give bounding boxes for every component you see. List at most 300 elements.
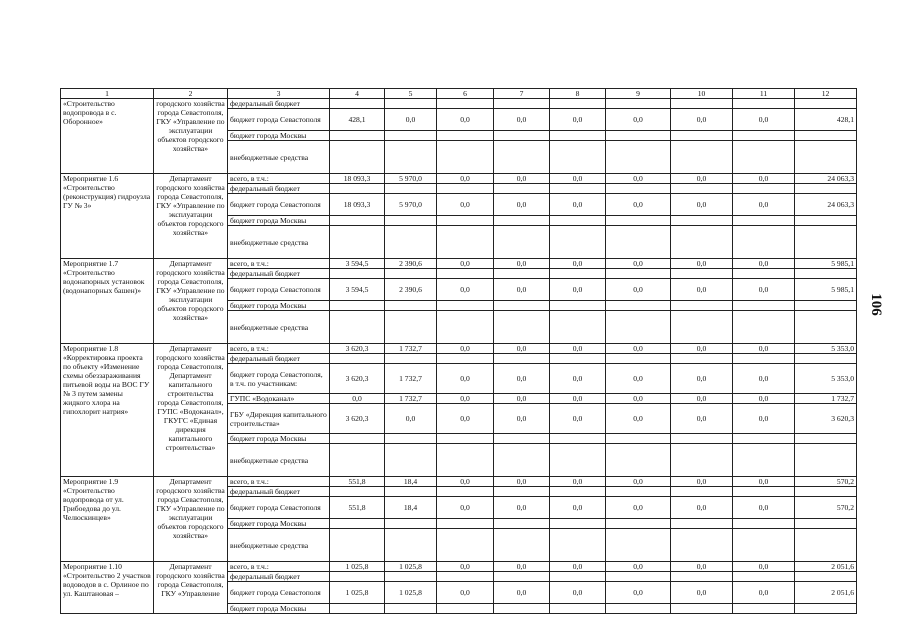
amount-cell: 24 063,3 [795, 174, 857, 184]
amount-cell: 0,0 [437, 259, 494, 269]
amount-cell [795, 444, 857, 477]
amount-cell [437, 311, 494, 344]
amount-cell [733, 226, 795, 259]
amount-cell: 5 353,0 [795, 364, 857, 394]
amount-cell: 551,8 [330, 497, 385, 519]
amount-cell: 0,0 [494, 344, 550, 354]
amount-cell [795, 354, 857, 364]
amount-cell [330, 354, 385, 364]
amount-cell [606, 141, 671, 174]
amount-cell [385, 487, 437, 497]
amount-cell: 18 093,3 [330, 194, 385, 216]
amount-cell [437, 354, 494, 364]
funding-source-cell: ГУПС «Водоканал» [228, 394, 330, 404]
amount-cell: 0,0 [671, 582, 733, 604]
funding-source-cell: бюджет города Москвы [228, 216, 330, 226]
amount-cell: 0,0 [733, 582, 795, 604]
amount-cell [385, 301, 437, 311]
amount-cell [494, 487, 550, 497]
amount-cell [437, 131, 494, 141]
amount-cell: 0,0 [437, 404, 494, 434]
funding-source-cell: внебюджетные средства [228, 444, 330, 477]
amount-cell: 0,0 [550, 582, 606, 604]
amount-cell [550, 444, 606, 477]
funding-source-cell: бюджет города Севастополя [228, 582, 330, 604]
amount-cell [330, 519, 385, 529]
amount-cell [671, 354, 733, 364]
amount-cell [385, 184, 437, 194]
table-row [61, 259, 857, 269]
amount-cell [437, 184, 494, 194]
amount-cell [795, 487, 857, 497]
funding-source-cell: бюджет города Севастополя, в т.ч. по участникам: [228, 364, 330, 394]
amount-cell: 0,0 [494, 562, 550, 572]
amount-cell: 1 732,7 [385, 364, 437, 394]
amount-cell: 0,0 [671, 259, 733, 269]
amount-cell: 0,0 [733, 477, 795, 487]
amount-cell [437, 529, 494, 562]
amount-cell: 1 025,8 [385, 562, 437, 572]
executor-cell: Департамент городского хозяйства города Севастополя, Департамент капитального строительства города Севастополя, ГУПС «Водоканал», ГКУГС «Единая дирекция капитального строительства» [154, 344, 228, 477]
amount-cell [385, 131, 437, 141]
amount-cell: 0,0 [733, 194, 795, 216]
amount-cell: 0,0 [437, 477, 494, 487]
amount-cell: 3 620,3 [330, 364, 385, 394]
funding-source-cell: бюджет города Севастополя [228, 497, 330, 519]
amount-cell: 0,0 [606, 404, 671, 434]
amount-cell [330, 269, 385, 279]
amount-cell [330, 604, 385, 614]
amount-cell: 24 063,3 [795, 194, 857, 216]
amount-cell [385, 434, 437, 444]
amount-cell: 0,0 [606, 582, 671, 604]
amount-cell [606, 216, 671, 226]
funding-source-cell: федеральный бюджет [228, 269, 330, 279]
budget-table [60, 88, 857, 614]
amount-cell [671, 487, 733, 497]
amount-cell: 3 594,5 [330, 279, 385, 301]
amount-cell [385, 519, 437, 529]
amount-cell [385, 226, 437, 259]
amount-cell: 0,0 [494, 497, 550, 519]
amount-cell: 0,0 [671, 477, 733, 487]
amount-cell [385, 311, 437, 344]
amount-cell [671, 131, 733, 141]
amount-cell [795, 226, 857, 259]
executor-cell: Департамент городского хозяйства города Севастополя, ГКУ «Управление по эксплуатации объектов городского хозяйства» [154, 174, 228, 259]
amount-cell: 0,0 [671, 562, 733, 572]
amount-cell: 0,0 [494, 279, 550, 301]
amount-cell: 0,0 [330, 394, 385, 404]
amount-cell [385, 141, 437, 174]
amount-cell: 0,0 [494, 194, 550, 216]
amount-cell: 0,0 [671, 364, 733, 394]
table-row [61, 477, 857, 487]
header-cell: 2 [154, 89, 228, 99]
amount-cell [437, 519, 494, 529]
amount-cell: 5 970,0 [385, 194, 437, 216]
funding-source-cell: всего, в т.ч.: [228, 259, 330, 269]
amount-cell [795, 519, 857, 529]
amount-cell [733, 519, 795, 529]
amount-cell: 0,0 [437, 109, 494, 131]
header-cell: 3 [228, 89, 330, 99]
amount-cell [330, 572, 385, 582]
amount-cell [671, 216, 733, 226]
amount-cell [671, 604, 733, 614]
amount-cell [550, 529, 606, 562]
amount-cell [606, 301, 671, 311]
amount-cell [494, 99, 550, 109]
amount-cell [733, 572, 795, 582]
amount-cell [437, 301, 494, 311]
amount-cell [550, 434, 606, 444]
amount-cell [606, 434, 671, 444]
amount-cell [494, 519, 550, 529]
header-row [61, 89, 857, 99]
amount-cell: 0,0 [550, 364, 606, 394]
amount-cell: 5 985,1 [795, 259, 857, 269]
amount-cell: 0,0 [550, 477, 606, 487]
page-number: 106 [867, 293, 884, 316]
amount-cell: 0,0 [437, 279, 494, 301]
amount-cell [606, 99, 671, 109]
amount-cell: 3 620,3 [795, 404, 857, 434]
amount-cell [606, 311, 671, 344]
funding-source-cell: всего, в т.ч.: [228, 174, 330, 184]
funding-source-cell: бюджет города Москвы [228, 434, 330, 444]
amount-cell: 0,0 [606, 194, 671, 216]
amount-cell: 0,0 [437, 174, 494, 184]
amount-cell: 18,4 [385, 497, 437, 519]
amount-cell: 0,0 [550, 562, 606, 572]
amount-cell [795, 604, 857, 614]
amount-cell: 3 594,5 [330, 259, 385, 269]
amount-cell [330, 434, 385, 444]
measure-name-cell: Мероприятие 1.8 «Корректировка проекта по объекту «Изменение схемы обеззараживания питьевой воды на ВОС ГУ № 3 путем замены жидкого хлора на гипохлорит натрия» [61, 344, 154, 477]
amount-cell: 0,0 [733, 562, 795, 572]
amount-cell: 1 732,7 [795, 394, 857, 404]
amount-cell [330, 131, 385, 141]
amount-cell [385, 99, 437, 109]
amount-cell: 0,0 [550, 109, 606, 131]
header-cell: 10 [671, 89, 733, 99]
amount-cell [385, 604, 437, 614]
amount-cell [671, 519, 733, 529]
amount-cell: 0,0 [437, 582, 494, 604]
amount-cell [494, 311, 550, 344]
amount-cell [550, 184, 606, 194]
measure-name-cell: «Строительство водопровода в с. Оборонное» [61, 99, 154, 174]
amount-cell [330, 444, 385, 477]
amount-cell [330, 487, 385, 497]
amount-cell [671, 99, 733, 109]
amount-cell: 0,0 [494, 259, 550, 269]
funding-source-cell: внебюджетные средства [228, 311, 330, 344]
amount-cell: 0,0 [385, 404, 437, 434]
amount-cell: 0,0 [494, 364, 550, 394]
amount-cell [671, 434, 733, 444]
amount-cell: 0,0 [733, 174, 795, 184]
amount-cell [733, 529, 795, 562]
amount-cell: 0,0 [733, 259, 795, 269]
amount-cell [550, 604, 606, 614]
amount-cell [330, 301, 385, 311]
funding-source-cell: внебюджетные средства [228, 226, 330, 259]
amount-cell: 0,0 [671, 497, 733, 519]
measure-name-cell: Мероприятие 1.10 «Строительство 2 участков водоводов в с. Орлиное по ул. Каштановая – [61, 562, 154, 614]
amount-cell [733, 131, 795, 141]
amount-cell: 5 985,1 [795, 279, 857, 301]
amount-cell: 0,0 [437, 344, 494, 354]
measure-name-cell: Мероприятие 1.6 «Строительство (реконструкция) гидроузла ГУ № 3» [61, 174, 154, 259]
amount-cell [437, 434, 494, 444]
amount-cell [494, 354, 550, 364]
amount-cell: 0,0 [733, 279, 795, 301]
amount-cell [330, 141, 385, 174]
amount-cell [550, 99, 606, 109]
funding-source-cell: федеральный бюджет [228, 354, 330, 364]
amount-cell [385, 572, 437, 582]
amount-cell: 0,0 [671, 279, 733, 301]
amount-cell [795, 529, 857, 562]
amount-cell: 1 732,7 [385, 394, 437, 404]
amount-cell [494, 141, 550, 174]
amount-cell [606, 354, 671, 364]
amount-cell [550, 216, 606, 226]
amount-cell: 2 390,6 [385, 259, 437, 269]
amount-cell: 0,0 [671, 174, 733, 184]
amount-cell [385, 354, 437, 364]
amount-cell: 0,0 [437, 394, 494, 404]
amount-cell [671, 311, 733, 344]
table-row [61, 344, 857, 354]
amount-cell [494, 184, 550, 194]
amount-cell [550, 269, 606, 279]
amount-cell [606, 519, 671, 529]
amount-cell [437, 216, 494, 226]
amount-cell: 0,0 [671, 344, 733, 354]
amount-cell: 1 025,8 [330, 562, 385, 572]
amount-cell [385, 529, 437, 562]
table-row [61, 174, 857, 184]
amount-cell [550, 141, 606, 174]
amount-cell: 0,0 [550, 394, 606, 404]
executor-cell: Департамент городского хозяйства города Севастополя, ГКУ «Управление [154, 562, 228, 614]
funding-source-cell: ГБУ «Дирекция капитального строительства» [228, 404, 330, 434]
amount-cell: 0,0 [606, 394, 671, 404]
amount-cell: 0,0 [671, 109, 733, 131]
funding-source-cell: федеральный бюджет [228, 487, 330, 497]
amount-cell: 428,1 [795, 109, 857, 131]
funding-source-cell: бюджет города Севастополя [228, 109, 330, 131]
amount-cell [671, 226, 733, 259]
amount-cell: 0,0 [733, 394, 795, 404]
amount-cell [733, 99, 795, 109]
amount-cell: 0,0 [606, 562, 671, 572]
amount-cell: 0,0 [437, 562, 494, 572]
amount-cell [733, 354, 795, 364]
amount-cell: 570,2 [795, 477, 857, 487]
amount-cell [385, 444, 437, 477]
amount-cell [494, 269, 550, 279]
amount-cell [494, 301, 550, 311]
amount-cell: 3 620,3 [330, 404, 385, 434]
funding-source-cell: федеральный бюджет [228, 184, 330, 194]
amount-cell [671, 529, 733, 562]
amount-cell [795, 311, 857, 344]
amount-cell: 428,1 [330, 109, 385, 131]
executor-cell: городского хозяйства города Севастополя, ГКУ «Управление по эксплуатации объектов городского хозяйства» [154, 99, 228, 174]
amount-cell: 0,0 [437, 497, 494, 519]
amount-cell: 0,0 [606, 364, 671, 394]
funding-source-cell: всего, в т.ч.: [228, 562, 330, 572]
amount-cell: 0,0 [550, 194, 606, 216]
header-cell: 7 [494, 89, 550, 99]
amount-cell [437, 604, 494, 614]
amount-cell [494, 131, 550, 141]
amount-cell [733, 301, 795, 311]
amount-cell [330, 216, 385, 226]
amount-cell [606, 444, 671, 477]
measure-name-cell: Мероприятие 1.7 «Строительство водонапорных установок (водонапорных башен)» [61, 259, 154, 344]
header-cell: 5 [385, 89, 437, 99]
amount-cell [733, 434, 795, 444]
amount-cell [671, 301, 733, 311]
funding-source-cell: внебюджетные средства [228, 529, 330, 562]
amount-cell: 0,0 [606, 109, 671, 131]
amount-cell: 1 025,8 [330, 582, 385, 604]
amount-cell: 0,0 [671, 394, 733, 404]
funding-source-cell: бюджет города Москвы [228, 519, 330, 529]
amount-cell [437, 572, 494, 582]
funding-source-cell: бюджет города Москвы [228, 131, 330, 141]
amount-cell: 2 051,6 [795, 562, 857, 572]
amount-cell: 570,2 [795, 497, 857, 519]
amount-cell [671, 184, 733, 194]
amount-cell [550, 572, 606, 582]
amount-cell [550, 301, 606, 311]
amount-cell: 2 051,6 [795, 582, 857, 604]
amount-cell [671, 269, 733, 279]
amount-cell [550, 519, 606, 529]
amount-cell [606, 269, 671, 279]
amount-cell: 0,0 [550, 344, 606, 354]
header-cell: 11 [733, 89, 795, 99]
executor-cell: Департамент городского хозяйства города Севастополя, ГКУ «Управление по эксплуатации объектов городского хозяйства» [154, 477, 228, 562]
amount-cell [330, 184, 385, 194]
amount-cell: 0,0 [550, 174, 606, 184]
amount-cell: 0,0 [385, 109, 437, 131]
table-row [61, 562, 857, 572]
table-row [61, 99, 857, 109]
amount-cell: 18,4 [385, 477, 437, 487]
amount-cell [795, 434, 857, 444]
amount-cell: 0,0 [671, 404, 733, 434]
header-cell: 8 [550, 89, 606, 99]
amount-cell: 3 620,3 [330, 344, 385, 354]
amount-cell [550, 131, 606, 141]
amount-cell [795, 216, 857, 226]
amount-cell: 0,0 [550, 259, 606, 269]
amount-cell [795, 141, 857, 174]
amount-cell [671, 444, 733, 477]
amount-cell: 0,0 [550, 497, 606, 519]
amount-cell [494, 216, 550, 226]
amount-cell [733, 311, 795, 344]
header-cell: 6 [437, 89, 494, 99]
amount-cell [606, 529, 671, 562]
amount-cell: 0,0 [733, 404, 795, 434]
amount-cell [795, 131, 857, 141]
amount-cell: 0,0 [733, 344, 795, 354]
amount-cell: 0,0 [606, 279, 671, 301]
amount-cell [733, 604, 795, 614]
amount-cell [606, 572, 671, 582]
amount-cell [437, 226, 494, 259]
amount-cell: 1 025,8 [385, 582, 437, 604]
amount-cell: 0,0 [494, 394, 550, 404]
amount-cell [671, 141, 733, 174]
amount-cell [795, 301, 857, 311]
amount-cell [437, 269, 494, 279]
header-cell: 9 [606, 89, 671, 99]
amount-cell: 1 732,7 [385, 344, 437, 354]
measure-name-cell: Мероприятие 1.9 «Строительство водопровода от ул. Грибоедова до ул. Челюскинцев» [61, 477, 154, 562]
amount-cell [494, 226, 550, 259]
amount-cell: 0,0 [606, 174, 671, 184]
funding-source-cell: федеральный бюджет [228, 572, 330, 582]
amount-cell [330, 529, 385, 562]
amount-cell [606, 487, 671, 497]
amount-cell: 0,0 [671, 194, 733, 216]
amount-cell [606, 184, 671, 194]
amount-cell: 0,0 [494, 477, 550, 487]
amount-cell: 0,0 [494, 109, 550, 131]
amount-cell: 0,0 [606, 477, 671, 487]
amount-cell [733, 444, 795, 477]
amount-cell [385, 269, 437, 279]
funding-source-cell: бюджет города Севастополя [228, 194, 330, 216]
amount-cell: 0,0 [606, 344, 671, 354]
amount-cell: 0,0 [437, 364, 494, 394]
funding-source-cell: всего, в т.ч.: [228, 477, 330, 487]
amount-cell [437, 444, 494, 477]
amount-cell [550, 487, 606, 497]
amount-cell [733, 487, 795, 497]
amount-cell: 2 390,6 [385, 279, 437, 301]
amount-cell: 18 093,3 [330, 174, 385, 184]
amount-cell [606, 604, 671, 614]
funding-source-cell: бюджет города Севастополя [228, 279, 330, 301]
amount-cell [606, 226, 671, 259]
amount-cell [795, 269, 857, 279]
amount-cell: 0,0 [494, 582, 550, 604]
amount-cell: 0,0 [494, 404, 550, 434]
amount-cell [733, 269, 795, 279]
amount-cell: 0,0 [494, 174, 550, 184]
amount-cell: 0,0 [437, 194, 494, 216]
amount-cell [733, 184, 795, 194]
amount-cell: 0,0 [733, 364, 795, 394]
amount-cell [385, 216, 437, 226]
amount-cell [671, 572, 733, 582]
amount-cell [733, 141, 795, 174]
amount-cell [494, 604, 550, 614]
funding-source-cell: бюджет города Москвы [228, 301, 330, 311]
funding-source-cell: всего, в т.ч.: [228, 344, 330, 354]
amount-cell: 5 970,0 [385, 174, 437, 184]
